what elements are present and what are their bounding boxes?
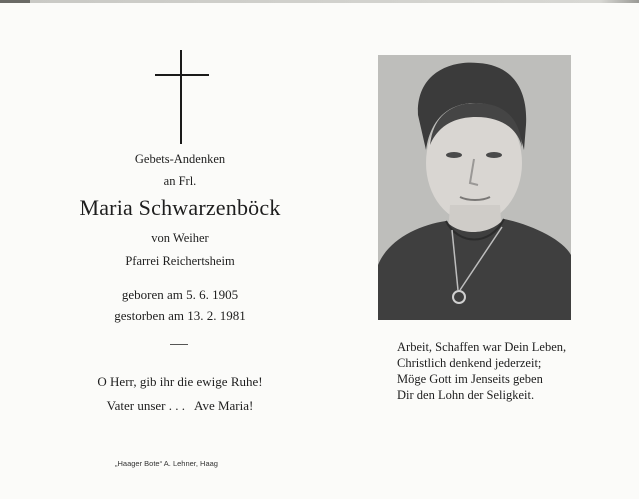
printer-imprint: „Haager Bote“ A. Lehner, Haag — [115, 459, 218, 468]
prayer-line-2: Vater unser . . . Ave Maria! — [106, 398, 254, 413]
prayer-line-1: O Herr, gib ihr die ewige Ruhe! — [97, 374, 263, 389]
honorific: an Frl. — [163, 174, 197, 188]
divider — [170, 344, 188, 345]
portrait-image — [378, 55, 571, 320]
death-date: gestorben am 13. 2. 1981 — [114, 308, 246, 323]
card-left-column — [60, 0, 300, 499]
verse-line-2: Christlich denkend jederzeit; — [397, 356, 542, 370]
cross-icon — [155, 50, 209, 144]
deceased-name: Maria Schwarzenböck — [79, 195, 281, 220]
heading: Gebets-Andenken — [134, 152, 226, 166]
verse-line-1: Arbeit, Schaffen war Dein Leben, — [397, 340, 567, 354]
verse-block — [397, 339, 607, 403]
verse-line-3: Möge Gott im Jenseits geben — [397, 372, 543, 386]
verse-line-4: Dir den Lohn der Seligkeit. — [397, 388, 535, 402]
birth-date: geboren am 5. 6. 1905 — [121, 287, 239, 302]
portrait-photo — [378, 55, 571, 320]
origin: von Weiher — [151, 231, 209, 245]
parish: Pfarrei Reichertsheim — [125, 254, 235, 268]
